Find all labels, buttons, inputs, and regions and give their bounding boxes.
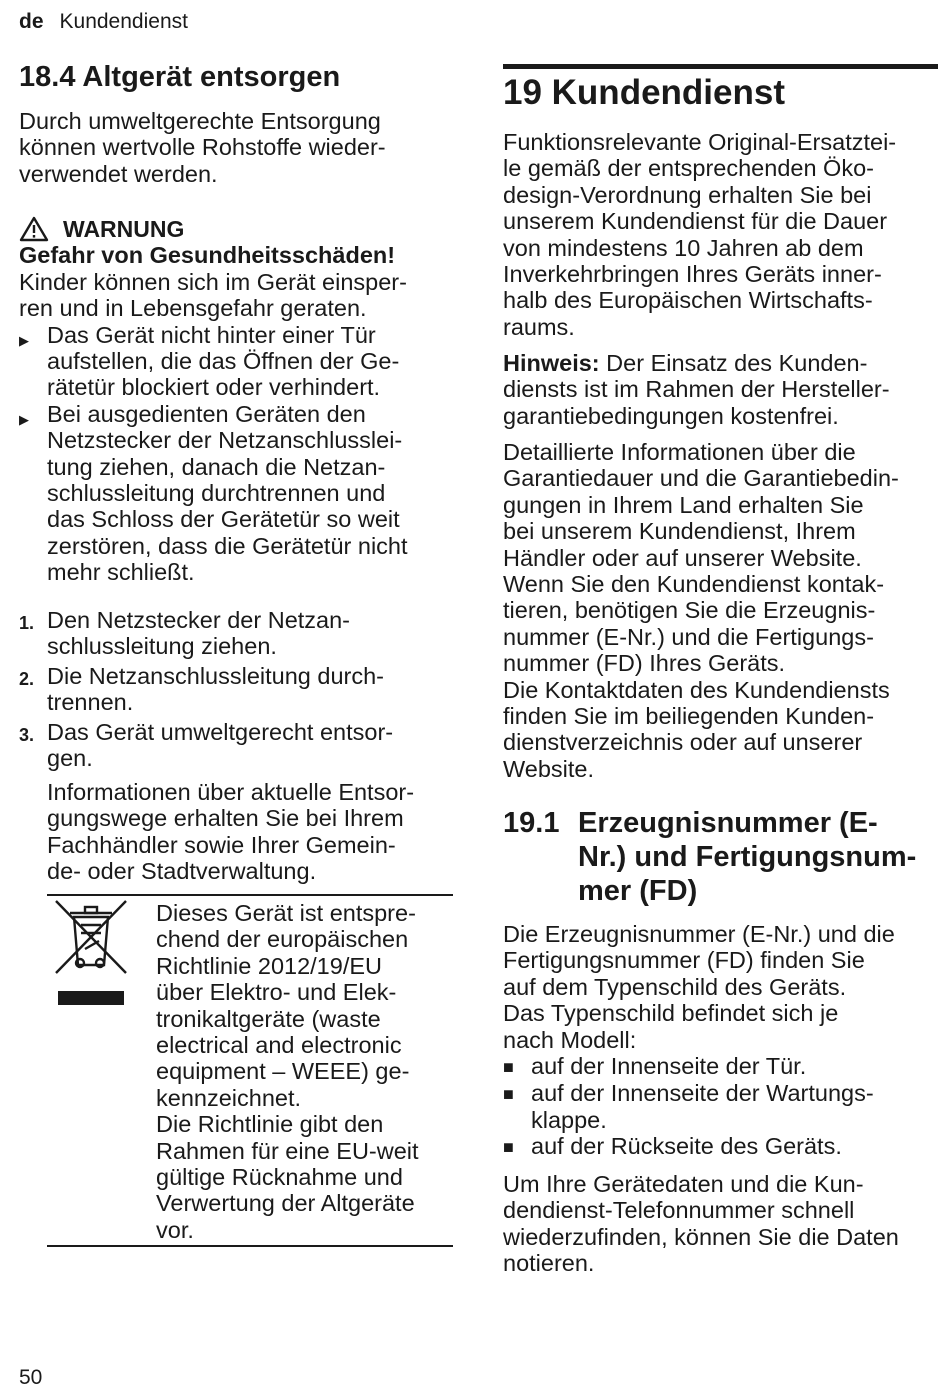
- text-line: Fertigungsnummer (FD) finden Sie: [503, 947, 865, 974]
- text-line: aufstellen, die das Öffnen der Ge-: [47, 348, 400, 375]
- text-line: dienstverzeichnis oder auf unserer: [503, 729, 863, 756]
- text-line: Den Netzstecker der Netzan-: [47, 607, 351, 633]
- text-line: gen.: [47, 745, 93, 772]
- text-line: Website.: [503, 755, 594, 782]
- text-line: auf der Rückseite des Geräts.: [531, 1133, 842, 1160]
- text-line: chend der europäischen: [156, 926, 409, 953]
- text-line: garantiebedingungen kostenfrei.: [503, 402, 839, 429]
- weee-paragraph: [156, 900, 456, 1243]
- warning-block: [19, 216, 455, 586]
- text-line: Fachhändler sowie Ihrer Gemein-: [47, 831, 396, 858]
- text-line: schlussleitung durchtrennen und: [47, 480, 386, 507]
- text-line: notieren.: [503, 1250, 595, 1277]
- step-number: 1.: [19, 613, 35, 633]
- text-line: Um Ihre Gerätedaten und die Kun-: [503, 1171, 864, 1197]
- text-line: klappe.: [531, 1106, 607, 1133]
- text-line: nummer (E-Nr.) und die Fertigungs-: [503, 623, 874, 650]
- note-label: Hinweis:: [503, 350, 600, 376]
- intro-paragraph: [19, 108, 455, 187]
- text-line: Das Gerät umweltgerecht entsor-: [47, 718, 394, 745]
- steps-list: [19, 607, 455, 771]
- text-line: Wenn Sie den Kundendienst kontak-: [503, 571, 885, 598]
- list-item: [503, 1133, 939, 1160]
- text-line: Informationen über aktuelle Entsor-: [47, 779, 415, 805]
- text-line: Die Kontaktdaten des Kundendiensts: [503, 676, 890, 703]
- disposal-info-paragraph: [47, 779, 455, 885]
- text-line: Dieses Gerät ist entspre-: [156, 900, 416, 926]
- warranty-paragraph: [503, 439, 939, 782]
- text-line: über Elektro- und Elek-: [156, 979, 397, 1006]
- step-item: [19, 607, 455, 660]
- page-number: 50: [19, 1366, 43, 1389]
- text-line: das Schloss der Gerätetür so weit: [47, 506, 400, 533]
- text-line: Netzstecker der Netzanschlusslei-: [47, 427, 403, 454]
- text-line: gungswege erhalten Sie bei Ihrem: [47, 805, 404, 832]
- text-line: schlussleitung ziehen.: [47, 633, 277, 660]
- text-line: Händler oder auf unserer Website.: [503, 544, 862, 571]
- triangle-bullet-icon: ▶: [19, 332, 29, 348]
- rating-plate-paragraph: [503, 921, 939, 1161]
- text-line: Garantiedauer und die Garantiebedin-: [503, 465, 899, 492]
- square-bullet-icon: ■: [503, 1084, 514, 1105]
- text-line: Rahmen für eine EU-weit: [156, 1137, 419, 1164]
- section-title-18-4: 18.4 Altgerät entsorgen: [19, 61, 341, 93]
- page-header: [19, 9, 188, 35]
- note-paragraph: [503, 350, 939, 429]
- text-line: auf dem Typenschild des Geräts.: [503, 973, 847, 1000]
- text-line: raums.: [503, 313, 575, 340]
- warning-heading: Gefahr von Gesundheitsschäden!: [19, 242, 396, 269]
- step-number: 3.: [19, 724, 35, 745]
- step-item: [19, 663, 455, 716]
- section-title-19-1: [503, 806, 939, 908]
- text-line: gungen in Ihrem Land erhalten Sie: [503, 491, 864, 518]
- text-line: design-Verordnung erhalten Sie bei: [503, 181, 872, 208]
- text-line: verwendet werden.: [19, 160, 218, 187]
- text-line: Die Erzeugnisnummer (E-Nr.) und die: [503, 921, 895, 947]
- header-title: Kundendienst: [59, 10, 188, 33]
- section-number: 19.1: [503, 807, 560, 839]
- text-line: Bei ausgedienten Geräten den: [47, 400, 366, 427]
- heading-line: Nr.) und Fertigungsnum-: [578, 841, 917, 873]
- text-line: tung ziehen, danach die Netzan-: [47, 453, 386, 480]
- list-item: [503, 1053, 939, 1080]
- text-line: rätetür blockiert oder verhindert.: [47, 374, 381, 401]
- heading-line: mer (FD): [578, 875, 698, 907]
- text-line: Die Netzanschlussleitung durch-: [47, 662, 384, 689]
- text-line: können wertvolle Rohstoffe wieder-: [19, 134, 386, 161]
- warning-label: [19, 216, 455, 242]
- text-line: nummer (FD) Ihres Geräts.: [503, 650, 786, 677]
- text-line: mehr schließt.: [47, 559, 195, 586]
- text-line: Die Richtlinie gibt den: [156, 1111, 384, 1138]
- text-line: Durch umweltgerechte Entsorgung: [19, 108, 381, 134]
- language-code: de: [19, 10, 44, 33]
- text-line: Richtlinie 2012/19/EU: [156, 952, 382, 979]
- text-line: dendienst-Telefonnummer schnell: [503, 1197, 855, 1224]
- list-item: [503, 1080, 939, 1133]
- text-line: auf der Innenseite der Wartungs-: [531, 1080, 874, 1107]
- text-line: nach Modell:: [503, 1026, 637, 1053]
- text-line: kennzeichnet.: [156, 1084, 302, 1111]
- text-line: halb des Europäischen Wirtschafts-: [503, 287, 873, 314]
- warning-triangle-icon: [19, 216, 49, 242]
- notes-paragraph: [503, 1171, 939, 1277]
- heading-line: Erzeugnisnummer (E-: [578, 807, 878, 839]
- chapter-rule: [503, 64, 938, 69]
- spare-parts-paragraph: [503, 129, 939, 340]
- divider-top: [47, 894, 453, 896]
- text-line: diensts ist im Rahmen der Hersteller-: [503, 376, 890, 403]
- text-line: tronikaltgeräte (waste: [156, 1005, 381, 1032]
- text-line: Kinder können sich im Gerät einsper-: [19, 268, 407, 295]
- text-line: von mindestens 10 Jahren ab dem: [503, 234, 864, 261]
- text-line: Verwertung der Altgeräte: [156, 1190, 415, 1217]
- text-line: le gemäß der entsprechenden Öko-: [503, 155, 874, 182]
- text-line: Inverkehrbringen Ihres Geräts inner-: [503, 261, 882, 288]
- text-line: bei unserem Kundendienst, Ihrem: [503, 518, 856, 545]
- text-line: auf der Innenseite der Tür.: [531, 1053, 807, 1080]
- text-line: de- oder Stadtverwaltung.: [47, 858, 317, 885]
- text-line: gültige Rücknahme und: [156, 1164, 403, 1191]
- text-line: electrical and electronic: [156, 1032, 402, 1059]
- divider-bottom: [47, 1245, 453, 1247]
- square-bullet-icon: ■: [503, 1137, 514, 1158]
- text-line: trennen.: [47, 689, 134, 716]
- step-number: 2.: [19, 668, 35, 689]
- text-line: unserem Kundendienst für die Dauer: [503, 208, 888, 235]
- warning-bullet: [19, 401, 455, 586]
- warning-label-text: WARNUNG: [63, 216, 185, 242]
- text-line: wiederzufinden, können Sie die Daten: [503, 1223, 899, 1250]
- text-line: zerstören, dass die Gerätetür nicht: [47, 532, 408, 559]
- square-bullet-icon: ■: [503, 1057, 514, 1078]
- text-line: Der Einsatz des Kunden-: [599, 350, 868, 376]
- text-line: finden Sie im beiliegenden Kunden-: [503, 703, 875, 730]
- step-item: [19, 719, 455, 772]
- text-line: Das Gerät nicht hinter einer Tür: [47, 321, 376, 348]
- chapter-title-19: 19 Kundendienst: [503, 73, 785, 112]
- text-line: ren und in Lebensgefahr geraten.: [19, 295, 367, 322]
- text-line: equipment – WEEE) ge-: [156, 1058, 410, 1085]
- triangle-bullet-icon: ▶: [19, 411, 29, 427]
- text-line: Das Typenschild befindet sich je: [503, 1000, 839, 1027]
- text-line: vor.: [156, 1216, 194, 1243]
- text-line: Funktionsrelevante Original-Ersatztei-: [503, 129, 897, 155]
- weee-crossed-bin-icon: [52, 897, 130, 1009]
- text-line: tieren, benötigen Sie die Erzeugnis-: [503, 597, 876, 624]
- text-line: Detaillierte Informationen über die: [503, 439, 856, 465]
- warning-bullet: [19, 322, 455, 401]
